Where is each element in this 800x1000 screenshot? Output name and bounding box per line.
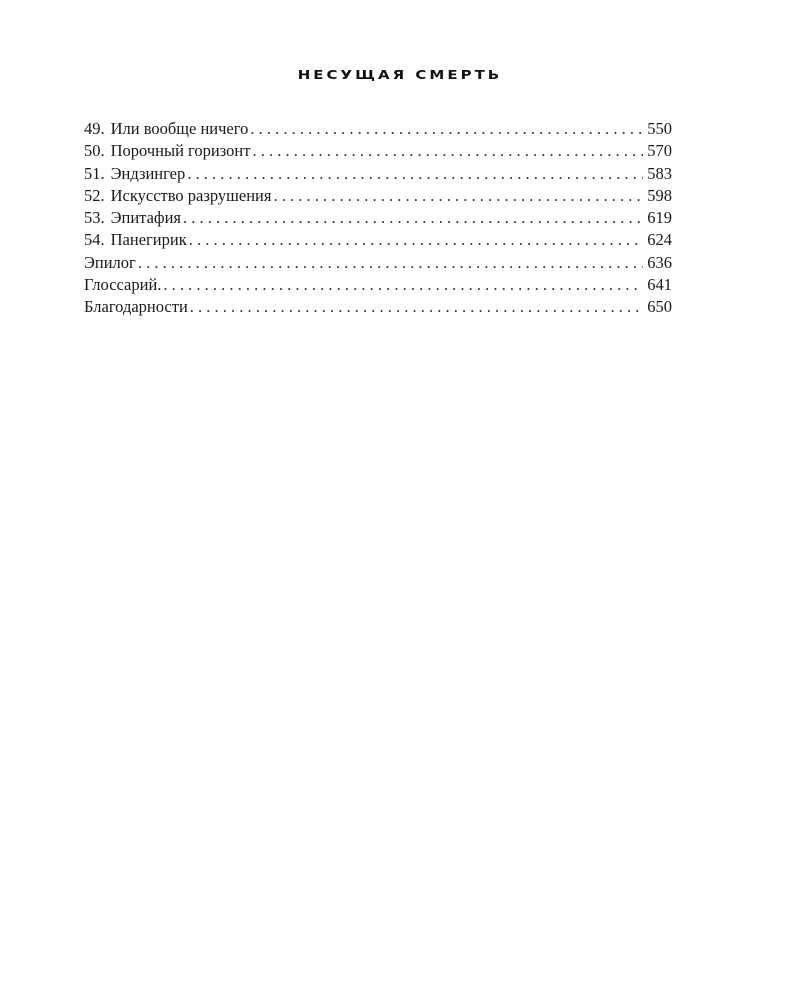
toc-entry xyxy=(84,229,672,251)
toc-entry xyxy=(84,207,672,229)
toc-entry-title: Или вообще ничего xyxy=(110,119,249,138)
toc-entry-number: 51. xyxy=(84,163,105,183)
toc-entry xyxy=(84,185,672,207)
dot-leader xyxy=(163,274,643,296)
dot-leader xyxy=(187,163,643,185)
toc-entry-page: 641 xyxy=(647,275,672,295)
toc-entry xyxy=(84,163,672,185)
dot-leader xyxy=(183,207,643,229)
toc-entry-number: 49. xyxy=(84,119,105,138)
toc-entry xyxy=(84,252,672,274)
toc-entry-page: 619 xyxy=(647,208,672,228)
toc-entry-page: 650 xyxy=(647,297,672,317)
toc-entry-title: Эпитафия xyxy=(110,208,182,228)
toc-entry-page: 583 xyxy=(647,163,672,183)
toc-entry-page: 598 xyxy=(647,185,672,205)
dot-leader xyxy=(138,252,643,274)
dot-leader xyxy=(252,140,643,162)
toc-entry xyxy=(84,118,672,140)
dot-leader xyxy=(189,229,644,251)
toc-entry-page: 550 xyxy=(647,119,672,138)
toc-entry xyxy=(84,274,672,296)
toc-entry-page: 636 xyxy=(647,252,672,272)
running-head: НЕСУЩАЯ СМЕРТЬ xyxy=(297,67,503,83)
toc-entry-title: Благодарности xyxy=(84,297,188,317)
toc-entry-title: Панегирик xyxy=(110,230,187,250)
table-of-contents xyxy=(84,118,672,319)
dot-leader xyxy=(190,296,643,318)
dot-leader xyxy=(250,118,643,140)
toc-entry-title: Порочный горизонт xyxy=(110,141,251,161)
toc-entry-number: 54. xyxy=(84,230,105,250)
toc-entry-title: Эндзингер xyxy=(110,163,186,183)
toc-entry-number: 52. xyxy=(84,185,105,205)
dot-leader xyxy=(273,185,643,207)
toc-entry-page: 624 xyxy=(647,230,672,250)
toc-entry xyxy=(84,140,672,162)
toc-entry-number: 50. xyxy=(84,141,105,161)
toc-entry-title: Глоссарий. xyxy=(84,275,162,295)
toc-entry-page: 570 xyxy=(647,141,672,161)
toc-entry-number: 53. xyxy=(84,208,105,228)
toc-entry xyxy=(84,296,672,318)
toc-entry-title: Искусство разрушения xyxy=(110,185,272,205)
toc-entry-title: Эпилог xyxy=(84,252,136,272)
